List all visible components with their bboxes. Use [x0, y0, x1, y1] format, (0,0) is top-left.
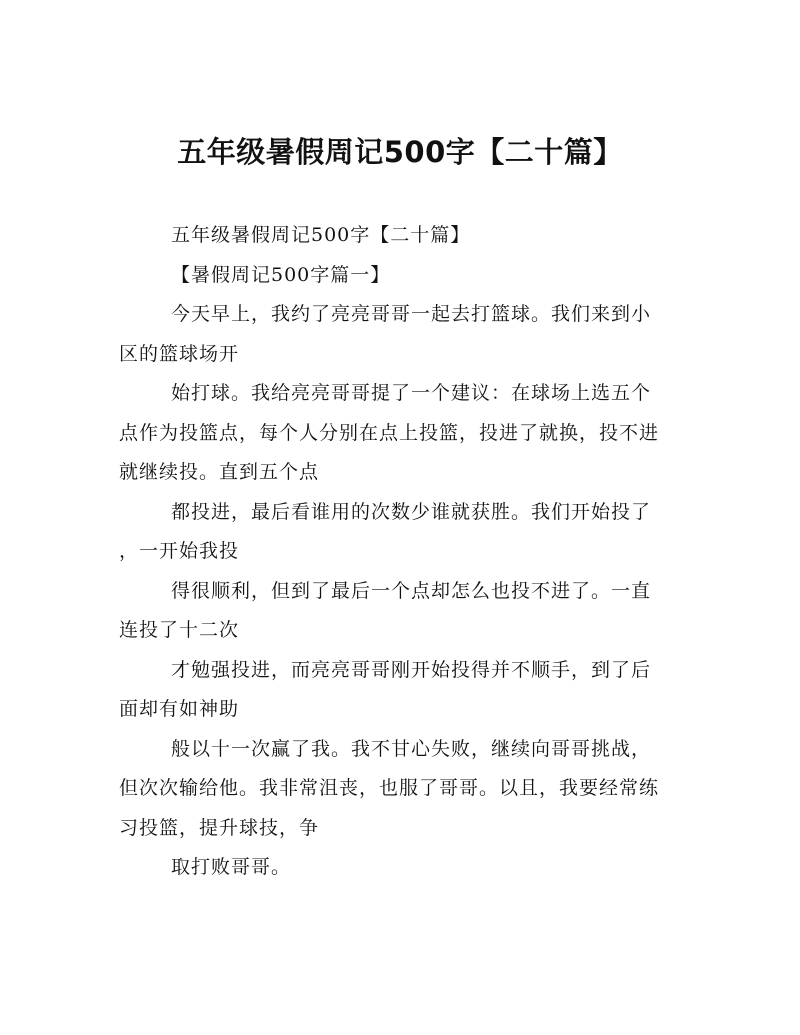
paragraph	[119, 493, 689, 572]
text-line: ，一开始我投	[119, 540, 240, 562]
text-line: 点作为投篮点，每个人分别在点上投篮，投进了就换，投不进	[119, 421, 660, 444]
text-line: 就继续投。直到五个点	[119, 461, 320, 483]
paragraph	[119, 216, 689, 256]
text-line: 般以十一次赢了我。我不甘心失败，继续向哥哥挑战，	[171, 737, 652, 760]
paragraph	[119, 572, 689, 651]
paragraph	[119, 848, 689, 888]
paragraph	[119, 651, 689, 730]
document-body	[119, 216, 689, 888]
text-line: 取打败哥哥。	[171, 856, 292, 878]
text-line: 连投了十二次	[119, 619, 240, 641]
text-line: 【暑假周记500字篇一】	[171, 263, 391, 286]
text-line: 区的篮球场开	[119, 342, 240, 365]
section-heading	[119, 256, 689, 296]
paragraph	[119, 730, 689, 849]
text-line: 五年级暑假周记500字【二十篇】	[171, 224, 471, 246]
text-line: 但次次输给他。我非常沮丧，也服了哥哥。以且，我要经常练	[119, 777, 660, 799]
paragraph	[119, 295, 689, 374]
paragraph	[119, 374, 689, 493]
document-title: 五年级暑假周记500字【二十篇】	[177, 135, 623, 169]
text-line: 始打球。我给亮亮哥哥提了一个建议：在球场上选五个	[171, 382, 652, 404]
text-line: 都投进，最后看谁用的次数少谁就获胜。我们开始投了	[171, 500, 652, 523]
text-line: 才勉强投进，而亮亮哥哥刚开始投得并不顺手，到了后	[171, 658, 652, 681]
text-line: 面却有如神助	[119, 698, 240, 720]
text-line: 习投篮，提升球技，争	[119, 816, 320, 839]
text-line: 今天早上，我约了亮亮哥哥一起去打篮球。我们来到小	[171, 303, 652, 325]
text-line: 得很顺利，但到了最后一个点却怎么也投不进了。一直	[171, 579, 652, 602]
